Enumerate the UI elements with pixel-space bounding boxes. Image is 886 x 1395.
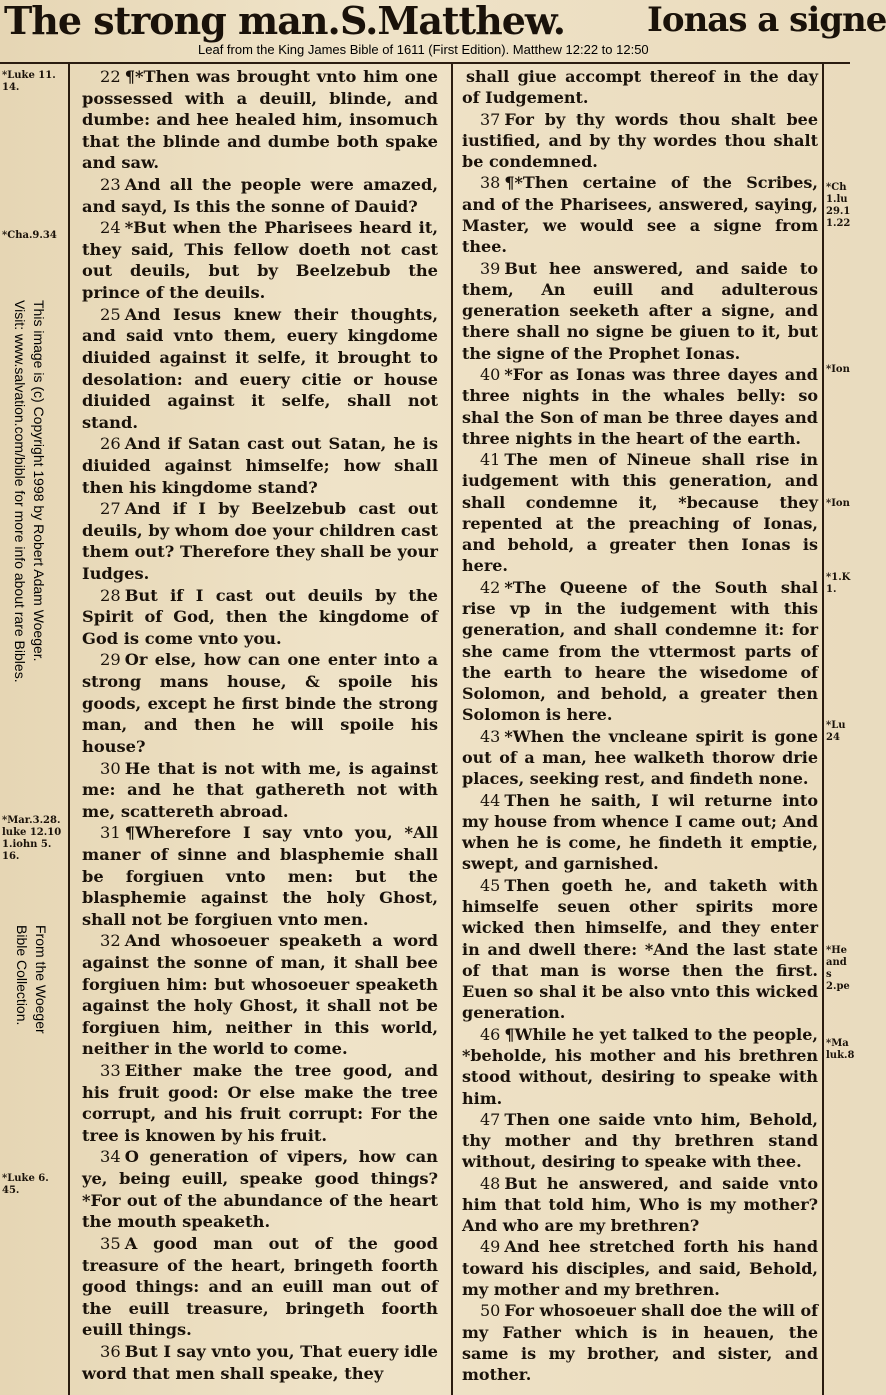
verse-number: 44 xyxy=(480,790,501,810)
copyright-notice xyxy=(10,300,48,683)
verse-text: *But when the Pharisees heard it, they said, This fellow doeth not cast out deuils, but by Beelzebub the prince of the deuils. xyxy=(82,218,438,303)
verse xyxy=(462,258,818,364)
verse-number: 31 xyxy=(100,823,121,843)
header-book-title: S.Matthew. xyxy=(340,0,566,43)
header-right-title: Ionas a signe xyxy=(647,0,886,40)
verse xyxy=(462,1024,818,1109)
right-margin-rule xyxy=(822,64,824,1395)
verse xyxy=(82,1060,438,1146)
right-margin-note: *Lu 24 xyxy=(826,720,846,743)
verse-number: 27 xyxy=(100,499,121,519)
verse-number: 23 xyxy=(100,175,121,195)
verse-number: 35 xyxy=(100,1233,121,1253)
copyright-line: This image is (c) Copyright 1998 by Robert Adam Woeger. xyxy=(31,300,47,662)
verse-text: ¶*Then certaine of the Scribes, and of the Pharisees, answered, saying, Master, we would see a signe from thee. xyxy=(462,173,818,257)
verse xyxy=(462,1236,818,1300)
collection-line: From the Woeger xyxy=(33,925,49,1034)
verse-text: And if I by Beelzebub cast out deuils, by whom doe your children cast them out? Therefore they shall be your Iudges. xyxy=(82,499,438,584)
left-margin-note: *Mar.3.28. luke 12.10 1.iohn 5. 16. xyxy=(2,815,62,862)
verse-text: Then goeth he, and taketh with himselfe seuen other spirits more wicked then himselfe, and they enter in and dwell there: *And the last state of that man is worse then the first. Euen so shal it be also vnto this wicked generation. xyxy=(462,875,818,1023)
verse xyxy=(82,585,438,650)
verse-number: 39 xyxy=(480,258,501,278)
verse-text: Either make the tree good, and his fruit good: Or else make the tree corrupt, and his fruit corrupt: For the tree is knowen by his fruit. xyxy=(82,1061,438,1145)
verse xyxy=(82,1233,438,1341)
verse-number: 32 xyxy=(100,931,121,951)
verse xyxy=(82,1146,438,1232)
verse-text: He that is not with me, is against me: and he that gathereth not with me, scattereth abroad. xyxy=(82,758,438,821)
verse-number: 48 xyxy=(480,1173,501,1193)
verse-text: shall giue accompt thereof in the day of Iudgement. xyxy=(462,67,818,108)
left-margin-note: *Cha.9.34 xyxy=(2,230,57,241)
verse-number: 43 xyxy=(480,726,501,746)
verse-text: Or else, how can one enter into a strong mans house, & spoile his goods, except he first binde the strong man, and then he will spoile his house? xyxy=(82,650,438,756)
verse xyxy=(462,577,818,726)
verse xyxy=(462,790,818,875)
verse xyxy=(82,822,438,930)
left-margin-note: *Luke 11. 14. xyxy=(2,70,56,93)
verse-number: 45 xyxy=(480,875,501,895)
verse xyxy=(82,930,438,1060)
verse-text: But if I cast out deuils by the Spirit of God, then the kingdome of God is come vnto you. xyxy=(82,585,438,648)
verse xyxy=(462,364,818,449)
verse xyxy=(462,726,818,790)
verse-text: The men of Nineue shall rise in iudgement with this generation, and shall condemne it, *because they repented at the preaching of Ionas, and behold, a greater then Ionas is here. xyxy=(462,450,818,576)
verse xyxy=(82,758,438,823)
right-margin-note: *Ma luk.8 xyxy=(826,1038,855,1061)
verse xyxy=(462,109,818,173)
collection-line: Bible Collection. xyxy=(14,925,30,1026)
verse-text: *For as Ionas was three dayes and three nights in the whales belly: so shal the Son of man be three dayes and three nights in the heart of the earth. xyxy=(462,364,818,448)
verse-text: O generation of vipers, how can ye, being euill, speake good things? *For out of the abundance of the heart the mouth speaketh. xyxy=(82,1147,438,1232)
verse-text: ¶While he yet talked to the people, *beholde, his mother and his brethren stood without, desiring to speake with him. xyxy=(462,1024,818,1108)
left-margin-rule xyxy=(68,64,70,1395)
verse-number: 38 xyxy=(480,173,501,193)
copyright-visit-line: Visit: www.salvation.com/bible for more info about rare Bibles. xyxy=(12,300,28,683)
verse xyxy=(462,1109,818,1173)
right-margin-note: *He and s 2.pe xyxy=(826,945,850,992)
verse-number: 28 xyxy=(100,585,121,605)
verse-number: 46 xyxy=(480,1024,501,1044)
verse xyxy=(82,498,438,584)
verse-number: 49 xyxy=(480,1237,501,1257)
leaf-caption: Leaf from the King James Bible of 1611 (First Edition). Matthew 12:22 to 12:50 xyxy=(198,42,649,57)
verse-text: And if Satan cast out Satan, he is diuided against himselfe; how shall then his kingdome stand? xyxy=(82,434,438,497)
verse xyxy=(462,449,818,577)
verse-number: 37 xyxy=(480,109,501,129)
verse-text: But I say vnto you, That euery idle word that men shall speake, they xyxy=(82,1341,438,1383)
verse-text: ¶Wherefore I say vnto you, *All maner of sinne and blasphemie shall be forgiuen vnto men: but the blasphemie against the holy Ghost, shall not be forgiuen vnto men. xyxy=(82,823,438,929)
verse xyxy=(462,875,818,1024)
verse-number: 29 xyxy=(100,650,121,670)
verse-number: 47 xyxy=(480,1109,501,1129)
verse-text: For by thy words thou shalt bee iustified, and by thy wordes thou shalt be condemned. xyxy=(462,109,818,172)
left-text-column xyxy=(82,66,438,1384)
header-rule xyxy=(0,62,850,64)
verse xyxy=(82,174,438,217)
verse-number: 40 xyxy=(480,364,501,384)
verse xyxy=(462,1173,818,1237)
verse-text: And all the people were amazed, and sayd, Is this the sonne of Dauid? xyxy=(82,175,438,216)
verse xyxy=(82,433,438,498)
collection-notice xyxy=(12,925,50,1034)
verse xyxy=(462,66,818,109)
verse-text: *The Queene of the South shal rise vp in the iudgement with this generation, and shall condemne it: for she came from the vttermost parts of the earth to heare the wisedome of Solomon, and behold, a greater then Solomon is here. xyxy=(462,577,818,725)
verse-text: And whosoeuer speaketh a word against the sonne of man, it shall bee forgiuen him: but whosoeuer speaketh against the holy Ghost, it shall not be forgiuen him, neither in this world, neither in the world to come. xyxy=(82,931,438,1059)
verse-number: 41 xyxy=(480,450,501,470)
verse-text: And hee stretched forth his hand toward his disciples, and said, Behold, my mother and my brethren. xyxy=(462,1237,818,1300)
verse-text: Then he saith, I wil returne into my house from whence I came out; And when he is come, he findeth it emptie, swept, and garnished. xyxy=(462,790,818,874)
verse-number: 50 xyxy=(480,1301,501,1321)
verse xyxy=(82,649,438,757)
verse-text: For whosoeuer shall doe the will of my Father which is in heauen, the same is my brother, and sister, and mother. xyxy=(462,1301,818,1385)
verse xyxy=(82,1341,438,1384)
right-text-column xyxy=(462,66,818,1385)
right-margin-note: *Ion xyxy=(826,498,850,509)
verse xyxy=(462,172,818,257)
verse-text: Then one saide vnto him, Behold, thy mother and thy brethren stand without, desiring to speake with thee. xyxy=(462,1109,818,1172)
verse-text: *When the vncleane spirit is gone out of a man, hee walketh thorow drie places, seeking rest, and findeth none. xyxy=(462,726,818,789)
verse-number: 22 xyxy=(100,67,121,86)
left-margin-note: *Luke 6. 45. xyxy=(2,1173,49,1196)
verse-text: ¶*Then was brought vnto him one possessed with a deuill, blinde, and dumbe: and hee healed him, insomuch that the blinde and dumbe both spake and saw. xyxy=(82,67,438,173)
verse-number: 30 xyxy=(100,758,121,778)
right-margin-note: *Ch 1.lu 29.1 1.22 xyxy=(826,182,851,229)
right-margin-note: *Ion xyxy=(826,364,850,375)
verse-text: But hee answered, and saide to them, An euill and adulterous generation seeketh after a signe, and there shall no signe be giuen to it, but the signe of the Prophet Ionas. xyxy=(462,258,818,363)
verse xyxy=(462,1300,818,1385)
verse-number: 24 xyxy=(100,218,121,238)
verse-text: And Iesus knew their thoughts, and said vnto them, euery kingdome diuided against it selfe, it brought to desolation: and euery citie or house diuided against it selfe, shall not stand. xyxy=(82,304,438,432)
page-header xyxy=(0,0,886,60)
verse-number: 33 xyxy=(100,1061,121,1081)
center-column-rule xyxy=(451,64,453,1395)
right-margin-note: *1.K 1. xyxy=(826,572,851,595)
verse xyxy=(82,217,438,303)
verse-text: But he answered, and saide vnto him that told him, Who is my mother? And who are my brethren? xyxy=(462,1173,818,1236)
verse xyxy=(82,66,438,174)
verse-number: 36 xyxy=(100,1341,121,1361)
verse-text: A good man out of the good treasure of the heart, bringeth foorth good things: and an euill man out of the euill treasure, bringeth foorth euill things. xyxy=(82,1233,438,1340)
verse-number: 26 xyxy=(100,434,121,454)
verse-number: 25 xyxy=(100,304,121,324)
header-left-title: The strong man. xyxy=(4,0,340,43)
verse xyxy=(82,304,438,434)
verse-number: 42 xyxy=(480,577,501,597)
verse-number: 34 xyxy=(100,1147,121,1167)
